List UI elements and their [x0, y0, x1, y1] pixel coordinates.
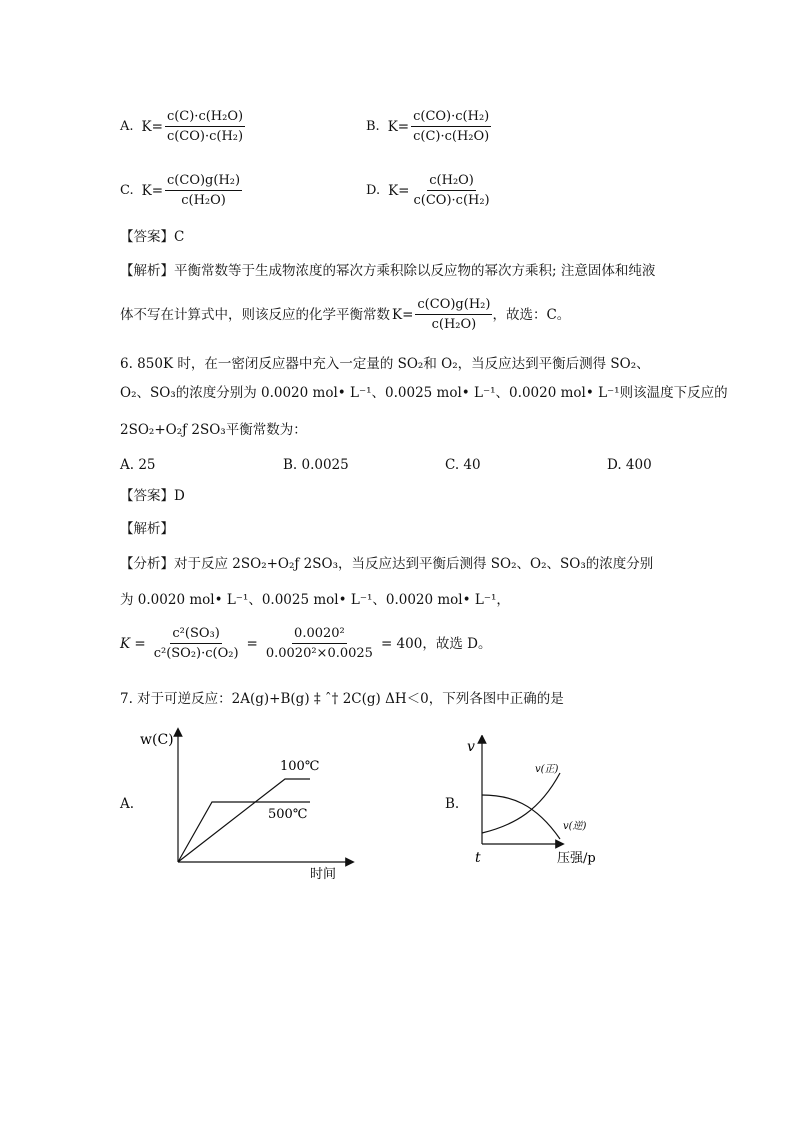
- q6-analysis-line1: 【分析】对于反应 2SO₂+O₂ƒ 2SO₃，当反应达到平衡后测得 SO₂、O₂、SO₃的浓度分别: [120, 556, 654, 572]
- equation-result: = 400，故选 D。: [380, 635, 492, 652]
- denominator: c(CO)·c(H₂): [413, 193, 490, 208]
- q5-option-a: [120, 108, 245, 145]
- q6-option-d: D. 400: [607, 457, 652, 473]
- fig-a-label: A.: [120, 796, 135, 812]
- k-symbol: K=: [388, 182, 410, 199]
- q6-analysis-line2: 为 0.0020 mol• L⁻¹、0.0025 mol• L⁻¹、0.0020 mol• L⁻¹，: [120, 592, 510, 608]
- denominator: c(C)·c(H₂O): [413, 129, 490, 144]
- fraction: [411, 108, 491, 145]
- option-label: C.: [120, 183, 134, 198]
- option-label: D.: [366, 183, 381, 198]
- denominator: c(CO)·c(H₂): [166, 129, 244, 144]
- q5-option-d: [366, 172, 492, 209]
- figure-b-chart: [465, 735, 615, 870]
- q6-stem-line3: 2SO₂+O₂ƒ 2SO₃平衡常数为：: [120, 422, 307, 438]
- denominator: 0.0020²×0.0025: [265, 646, 373, 661]
- q6-analysis-title: 【解析】: [120, 521, 174, 537]
- series-label-v-forward: v(正): [535, 764, 559, 775]
- q5-option-c: [120, 172, 242, 209]
- denominator: c(H₂O): [431, 317, 477, 332]
- fraction: [152, 625, 241, 662]
- k-symbol: K=: [141, 182, 164, 199]
- denominator: c²(SO₂)·c(O₂): [153, 646, 239, 661]
- y-axis-label: w(C): [140, 732, 174, 748]
- k-symbol: K=: [387, 118, 410, 135]
- q6-stem-line2: O₂、SO₃的浓度分别为 0.0020 mol• L⁻¹、0.0025 mol• L⁻¹、0.0020 mol• L⁻¹则该温度下反应的: [120, 385, 728, 401]
- q6-equation: [120, 625, 491, 662]
- numerator: 0.0020²: [292, 625, 347, 644]
- numerator: c(CO)·c(H₂): [411, 108, 491, 127]
- series-label-v-reverse: v(逆): [563, 821, 587, 832]
- q5-analysis-line2: [120, 296, 570, 333]
- numerator: c(CO)g(H₂): [165, 172, 242, 191]
- k-symbol: K=: [141, 118, 163, 135]
- q6-stem-line1: 6. 850K 时，在一密闭反应器中充入一定量的 SO₂和 O₂，当反应达到平衡后测得 SO₂、: [120, 356, 650, 372]
- q5-option-b: [366, 108, 491, 145]
- figure-a-chart: [140, 722, 360, 884]
- analysis-text-end: ，故选：C。: [492, 306, 571, 323]
- option-label: A.: [120, 119, 134, 134]
- y-axis-label: v: [467, 739, 475, 755]
- x-axis-label: 压强/p: [557, 851, 596, 866]
- numerator: c(H₂O): [427, 172, 476, 191]
- fraction: [264, 625, 375, 662]
- q5-analysis-line1: 【解析】平衡常数等于生成物浓度的幂次方乘积除以反应物的幂次方乘积; 注意固体和纯液: [120, 263, 656, 279]
- analysis-text: 体不写在计算式中，则该反应的化学平衡常数: [120, 306, 390, 323]
- fraction: [412, 172, 492, 209]
- denominator: c(H₂O): [181, 193, 226, 208]
- numerator: c(CO)g(H₂): [415, 296, 492, 315]
- origin-label: t: [475, 850, 481, 866]
- fraction: [165, 108, 245, 145]
- q6-option-c: C. 40: [445, 457, 481, 473]
- option-label: B.: [366, 119, 380, 134]
- x-axis-label: 时间: [310, 867, 337, 882]
- series-label-100c: 100℃: [280, 759, 320, 774]
- numerator: c(C)·c(H₂O): [165, 108, 245, 127]
- q6-option-b: B. 0.0025: [283, 457, 349, 473]
- series-label-500c: 500℃: [268, 807, 308, 822]
- k-symbol: K=: [392, 306, 414, 323]
- k-symbol: K =: [120, 635, 146, 652]
- equals-sign: =: [246, 635, 258, 652]
- fraction: [165, 172, 242, 209]
- q6-answer: 【答案】D: [120, 488, 185, 504]
- fig-b-label: B.: [445, 796, 460, 812]
- fraction: [415, 296, 492, 333]
- q7-stem: 7. 对于可逆反应：2A(g)+B(g) ‡ ˆ† 2C(g) ΔH＜0，下列各图中正确的是: [120, 691, 564, 707]
- numerator: c²(SO₃): [170, 625, 221, 644]
- q5-answer: 【答案】C: [120, 229, 185, 245]
- q6-option-a: A. 25: [120, 457, 156, 473]
